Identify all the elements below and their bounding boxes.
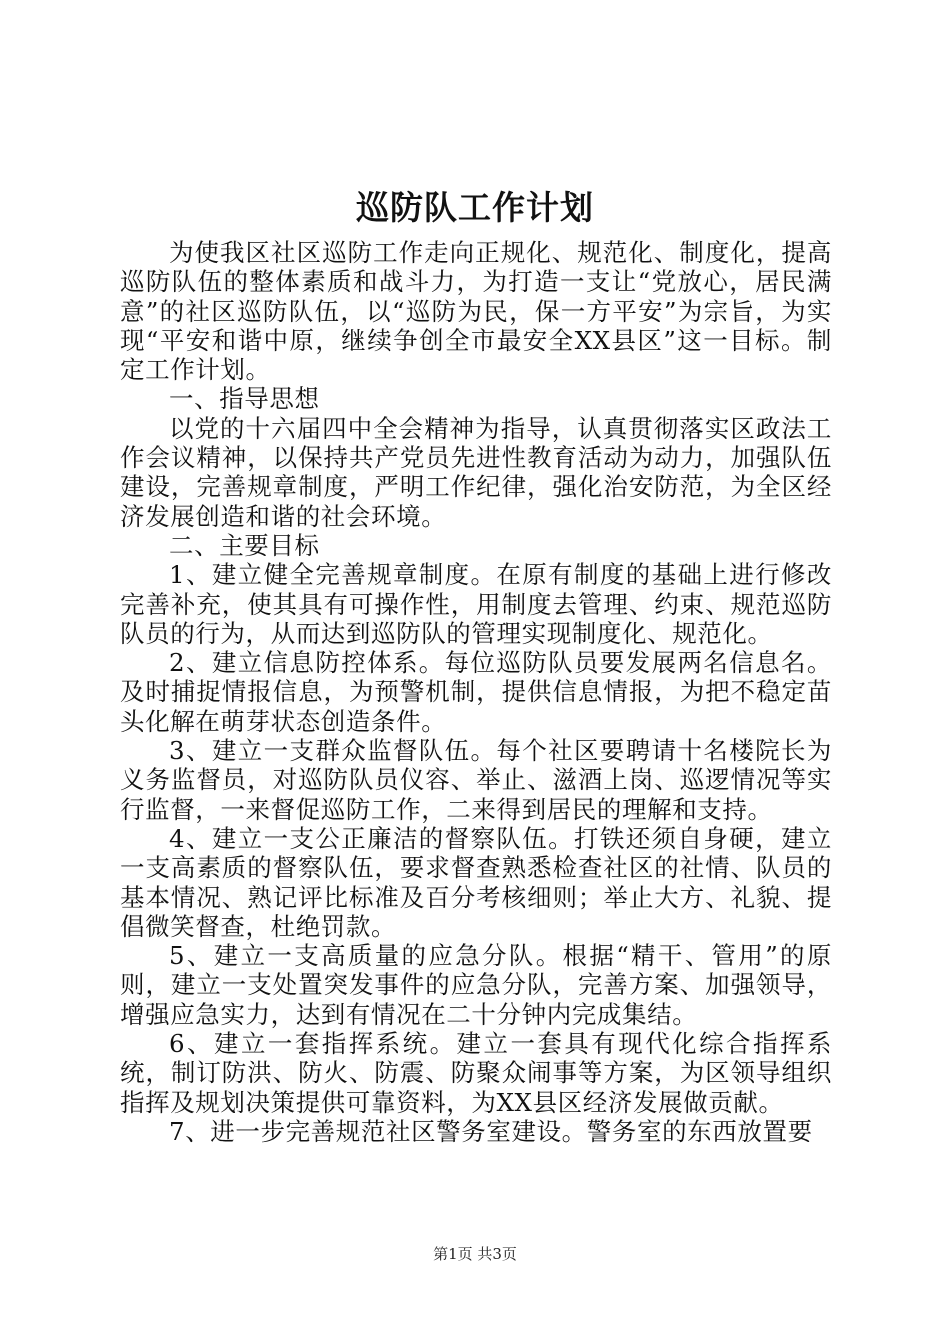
goal-item-5: 5、建立一支高质量的应急分队。根据“精干、管用”的原则，建立一支处置突发事件的应急分队，完善方案、加强领导，增强应急实力，达到有情况在二十分钟内完成集结。 (120, 941, 832, 1029)
goal-item-6: 6、建立一套指挥系统。建立一套具有现代化综合指挥系统，制订防洪、防火、防震、防聚众闹事等方案，为区领导组织指挥及规划决策提供可靠资料，为XX县区经济发展做贡献。 (120, 1029, 832, 1117)
section-heading-guiding-ideology: 一、指导思想 (169, 384, 320, 414)
goal-item-3: 3、建立一支群众监督队伍。每个社区要聘请十名楼院长为义务监督员，对巡防队员仪容、举止、滋酒上岗、巡逻情况等实行监督，一来督促巡防工作，二来得到居民的理解和支持。 (120, 736, 832, 824)
document-title: 巡防队工作计划 (356, 188, 594, 227)
document-body (120, 238, 832, 1146)
goal-item-2: 2、建立信息防控体系。每位巡防队员要发展两名信息名。及时捕捉情报信息，为预警机制，提供信息情报，为把不稳定苗头化解在萌芽状态创造条件。 (120, 648, 832, 736)
goal-item-7: 7、进一步完善规范社区警务室建设。警务室的东西放置要 (169, 1116, 813, 1146)
guiding-ideology-paragraph: 以党的十六届四中全会精神为指导，认真贯彻落实区政法工作会议精神，以保持共产党员先进性教育活动为动力，加强队伍建设，完善规章制度，严明工作纪律，强化治安防范，为全区经济发展创造和谐的社会环境。 (120, 413, 832, 531)
intro-paragraph: 为使我区社区巡防工作走向正规化、规范化、制度化，提高巡防队伍的整体素质和战斗力，为打造一支让“党放心，居民满意”的社区巡防队伍，以“巡防为民，保一方平安”为宗旨，为实现“平安和谐中原，继续争创全市最安全XX县区”这一目标。制定工作计划。 (120, 238, 832, 385)
goal-item-1: 1、建立健全完善规章制度。在原有制度的基础上进行修改完善补充，使其具有可操作性，用制度去管理、约束、规范巡防队员的行为，从而达到巡防队的管理实现制度化、规范化。 (120, 560, 832, 648)
section-heading-main-goals: 二、主要目标 (169, 530, 320, 560)
page-number-footer: 第1页 共3页 (433, 1245, 517, 1263)
goal-item-4: 4、建立一支公正廉洁的督察队伍。打铁还须自身硬，建立一支高素质的督察队伍，要求督查熟悉检查社区的社情、队员的基本情况、熟记评比标准及百分考核细则；举止大方、礼貌、提倡微笑督查，杜绝罚款。 (120, 823, 832, 941)
